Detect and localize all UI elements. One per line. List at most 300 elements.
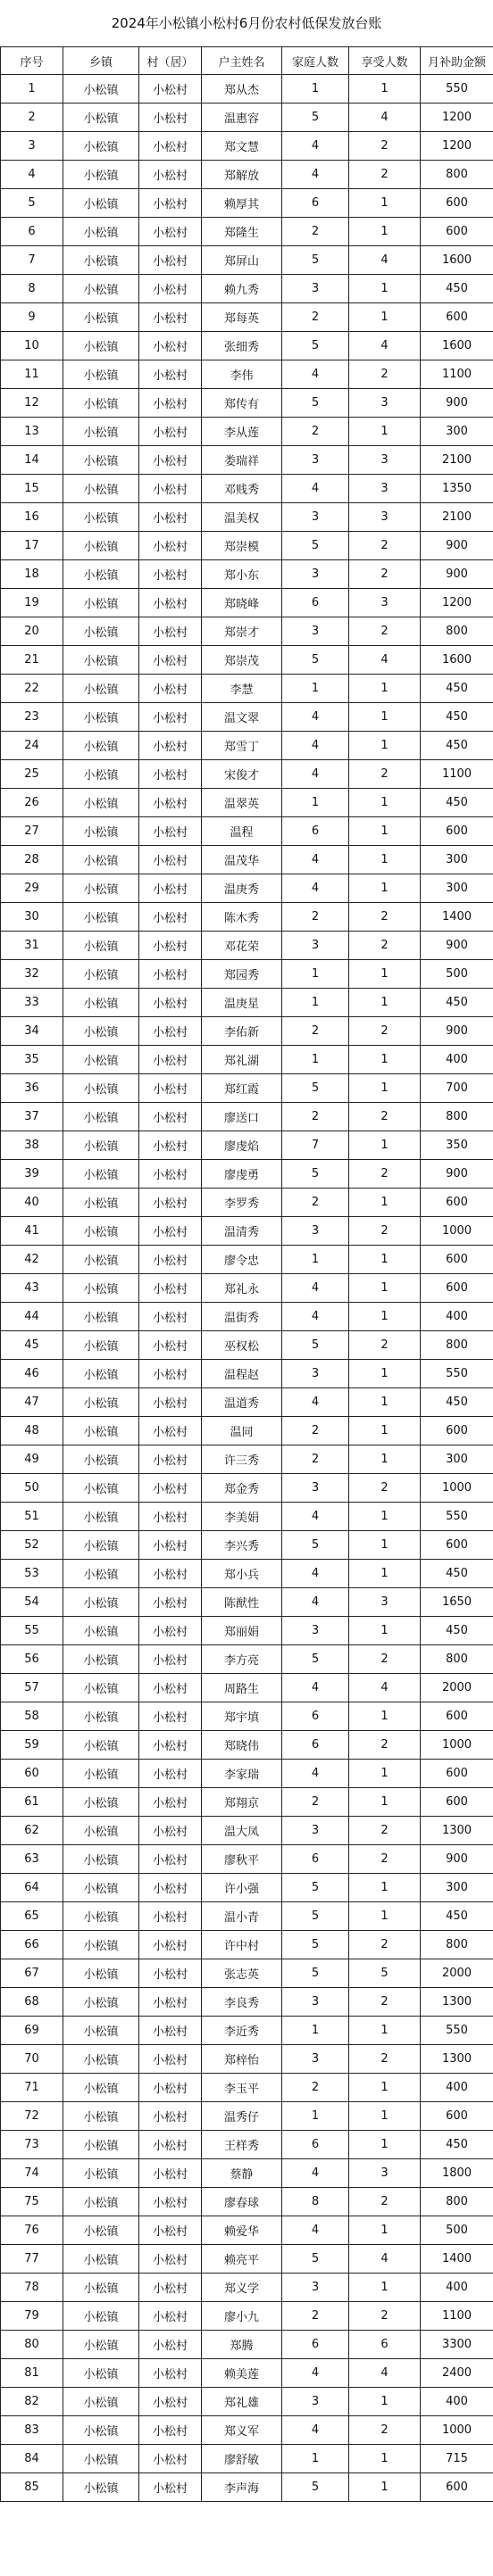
cell-township: 小松镇 bbox=[63, 2074, 139, 2102]
cell-beneficiaries: 1 bbox=[349, 2102, 421, 2131]
cell-township: 小松镇 bbox=[63, 1074, 139, 1103]
cell-village: 小松村 bbox=[139, 1531, 202, 1560]
cell-beneficiaries: 2 bbox=[349, 1817, 421, 1845]
cell-village: 小松村 bbox=[139, 532, 202, 560]
cell-household-head: 温庚星 bbox=[202, 989, 282, 1017]
cell-township: 小松镇 bbox=[63, 960, 139, 989]
cell-township: 小松镇 bbox=[63, 1788, 139, 1817]
cell-monthly-subsidy: 1000 bbox=[421, 1474, 493, 1503]
cell-beneficiaries: 1 bbox=[349, 1788, 421, 1817]
cell-index: 56 bbox=[1, 1645, 63, 1674]
table-row bbox=[1, 75, 493, 104]
cell-monthly-subsidy: 600 bbox=[421, 218, 493, 246]
cell-index: 32 bbox=[1, 960, 63, 989]
cell-monthly-subsidy: 500 bbox=[421, 2216, 493, 2245]
cell-beneficiaries: 2 bbox=[349, 1217, 421, 1246]
cell-township: 小松镇 bbox=[63, 161, 139, 189]
cell-household-head: 郑小兵 bbox=[202, 1560, 282, 1588]
table-row bbox=[1, 903, 493, 932]
cell-village: 小松村 bbox=[139, 1217, 202, 1246]
cell-township: 小松镇 bbox=[63, 789, 139, 817]
cell-family-size: 3 bbox=[282, 2274, 349, 2302]
table-row bbox=[1, 1074, 493, 1103]
cell-monthly-subsidy: 450 bbox=[421, 732, 493, 760]
cell-beneficiaries: 1 bbox=[349, 275, 421, 303]
cell-family-size: 2 bbox=[282, 218, 349, 246]
cell-beneficiaries: 2 bbox=[349, 1474, 421, 1503]
cell-beneficiaries: 3 bbox=[349, 589, 421, 617]
table-row bbox=[1, 1674, 493, 1702]
cell-village: 小松村 bbox=[139, 2302, 202, 2331]
cell-beneficiaries: 1 bbox=[349, 2074, 421, 2102]
cell-township: 小松镇 bbox=[63, 2045, 139, 2074]
cell-household-head: 廖虔焰 bbox=[202, 1131, 282, 1160]
cell-index: 35 bbox=[1, 1046, 63, 1074]
cell-family-size: 1 bbox=[282, 2445, 349, 2473]
cell-monthly-subsidy: 600 bbox=[421, 1531, 493, 1560]
cell-township: 小松镇 bbox=[63, 1988, 139, 2017]
cell-beneficiaries: 1 bbox=[349, 1189, 421, 1217]
cell-village: 小松村 bbox=[139, 2017, 202, 2045]
table-row bbox=[1, 1959, 493, 1988]
cell-township: 小松镇 bbox=[63, 932, 139, 960]
cell-index: 28 bbox=[1, 846, 63, 874]
cell-index: 33 bbox=[1, 989, 63, 1017]
table-row bbox=[1, 2445, 493, 2473]
cell-household-head: 李佑新 bbox=[202, 1017, 282, 1046]
cell-household-head: 许小强 bbox=[202, 1874, 282, 1902]
cell-household-head: 温茂华 bbox=[202, 846, 282, 874]
cell-household-head: 郑晓峰 bbox=[202, 589, 282, 617]
cell-beneficiaries: 1 bbox=[349, 1074, 421, 1103]
cell-household-head: 温大凤 bbox=[202, 1817, 282, 1845]
cell-index: 53 bbox=[1, 1560, 63, 1588]
cell-monthly-subsidy: 800 bbox=[421, 1931, 493, 1959]
cell-index: 25 bbox=[1, 760, 63, 789]
cell-family-size: 6 bbox=[282, 1845, 349, 1874]
cell-household-head: 郑崇茂 bbox=[202, 646, 282, 675]
table-row bbox=[1, 789, 493, 817]
cell-household-head: 郑梓怡 bbox=[202, 2045, 282, 2074]
cell-beneficiaries: 2 bbox=[349, 1988, 421, 2017]
cell-monthly-subsidy: 600 bbox=[421, 1417, 493, 1445]
cell-monthly-subsidy: 1000 bbox=[421, 1731, 493, 1760]
cell-beneficiaries: 4 bbox=[349, 1674, 421, 1702]
cell-household-head: 李良秀 bbox=[202, 1988, 282, 2017]
cell-monthly-subsidy: 550 bbox=[421, 75, 493, 104]
cell-household-head: 郑红霞 bbox=[202, 1074, 282, 1103]
table-row bbox=[1, 589, 493, 617]
cell-household-head: 廖春球 bbox=[202, 2188, 282, 2216]
cell-household-head: 郑屏山 bbox=[202, 246, 282, 275]
cell-household-head: 温翠英 bbox=[202, 789, 282, 817]
cell-family-size: 5 bbox=[282, 1874, 349, 1902]
cell-beneficiaries: 1 bbox=[349, 1131, 421, 1160]
table-row bbox=[1, 560, 493, 589]
cell-village: 小松村 bbox=[139, 1246, 202, 1274]
cell-township: 小松镇 bbox=[63, 675, 139, 703]
cell-monthly-subsidy: 900 bbox=[421, 532, 493, 560]
cell-family-size: 1 bbox=[282, 960, 349, 989]
cell-family-size: 3 bbox=[282, 446, 349, 475]
table-row bbox=[1, 1588, 493, 1617]
cell-family-size: 2 bbox=[282, 1103, 349, 1131]
cell-beneficiaries: 1 bbox=[349, 732, 421, 760]
cell-monthly-subsidy: 2100 bbox=[421, 503, 493, 532]
cell-family-size: 5 bbox=[282, 1074, 349, 1103]
table-row bbox=[1, 503, 493, 532]
cell-township: 小松镇 bbox=[63, 1189, 139, 1217]
table-row bbox=[1, 1046, 493, 1074]
cell-family-size: 6 bbox=[282, 589, 349, 617]
cell-beneficiaries: 4 bbox=[349, 646, 421, 675]
cell-family-size: 6 bbox=[282, 1731, 349, 1760]
cell-village: 小松村 bbox=[139, 1046, 202, 1074]
cell-monthly-subsidy: 400 bbox=[421, 2274, 493, 2302]
cell-family-size: 5 bbox=[282, 1645, 349, 1674]
cell-index: 26 bbox=[1, 789, 63, 817]
cell-index: 42 bbox=[1, 1246, 63, 1274]
cell-family-size: 6 bbox=[282, 2331, 349, 2359]
cell-family-size: 2 bbox=[282, 1017, 349, 1046]
cell-monthly-subsidy: 800 bbox=[421, 1645, 493, 1674]
table-row bbox=[1, 874, 493, 903]
cell-monthly-subsidy: 300 bbox=[421, 1445, 493, 1474]
cell-township: 小松镇 bbox=[63, 1902, 139, 1931]
cell-beneficiaries: 1 bbox=[349, 1874, 421, 1902]
cell-household-head: 郑园秀 bbox=[202, 960, 282, 989]
cell-index: 34 bbox=[1, 1017, 63, 1046]
table-row bbox=[1, 1560, 493, 1588]
cell-township: 小松镇 bbox=[63, 1845, 139, 1874]
cell-household-head: 李近秀 bbox=[202, 2017, 282, 2045]
cell-family-size: 5 bbox=[282, 1331, 349, 1360]
cell-village: 小松村 bbox=[139, 903, 202, 932]
table-row bbox=[1, 2388, 493, 2416]
cell-family-size: 4 bbox=[282, 1388, 349, 1417]
cell-index: 1 bbox=[1, 75, 63, 104]
cell-household-head: 赖九秀 bbox=[202, 275, 282, 303]
cell-township: 小松镇 bbox=[63, 2388, 139, 2416]
cell-beneficiaries: 2 bbox=[349, 1731, 421, 1760]
cell-village: 小松村 bbox=[139, 1360, 202, 1388]
cell-monthly-subsidy: 550 bbox=[421, 1503, 493, 1531]
cell-monthly-subsidy: 1100 bbox=[421, 760, 493, 789]
cell-family-size: 4 bbox=[282, 703, 349, 732]
cell-index: 54 bbox=[1, 1588, 63, 1617]
table-row bbox=[1, 617, 493, 646]
cell-monthly-subsidy: 1300 bbox=[421, 1988, 493, 2017]
cell-township: 小松镇 bbox=[63, 1103, 139, 1131]
cell-family-size: 5 bbox=[282, 1160, 349, 1189]
cell-township: 小松镇 bbox=[63, 1674, 139, 1702]
table-row bbox=[1, 1931, 493, 1959]
cell-family-size: 1 bbox=[282, 1046, 349, 1074]
cell-monthly-subsidy: 400 bbox=[421, 2074, 493, 2102]
cell-village: 小松村 bbox=[139, 161, 202, 189]
cell-household-head: 陈木秀 bbox=[202, 903, 282, 932]
page-title: 2024年小松镇小松村6月份农村低保发放台账 bbox=[111, 15, 382, 31]
cell-village: 小松村 bbox=[139, 646, 202, 675]
cell-beneficiaries: 3 bbox=[349, 2159, 421, 2188]
cell-family-size: 1 bbox=[282, 75, 349, 104]
cell-beneficiaries: 2 bbox=[349, 1645, 421, 1674]
cell-household-head: 温文翠 bbox=[202, 703, 282, 732]
cell-village: 小松村 bbox=[139, 1817, 202, 1845]
cell-family-size: 5 bbox=[282, 246, 349, 275]
cell-household-head: 郑小东 bbox=[202, 560, 282, 589]
table-row bbox=[1, 1017, 493, 1046]
cell-family-size: 5 bbox=[282, 389, 349, 418]
column-header-beneficiaries: 享受人数 bbox=[349, 47, 421, 75]
cell-family-size: 4 bbox=[282, 1588, 349, 1617]
cell-village: 小松村 bbox=[139, 1103, 202, 1131]
cell-index: 2 bbox=[1, 104, 63, 132]
cell-township: 小松镇 bbox=[63, 218, 139, 246]
cell-index: 19 bbox=[1, 589, 63, 617]
cell-household-head: 郑从杰 bbox=[202, 75, 282, 104]
cell-village: 小松村 bbox=[139, 2188, 202, 2216]
table-row bbox=[1, 303, 493, 332]
cell-township: 小松镇 bbox=[63, 1503, 139, 1531]
cell-township: 小松镇 bbox=[63, 75, 139, 104]
cell-monthly-subsidy: 800 bbox=[421, 1331, 493, 1360]
cell-township: 小松镇 bbox=[63, 2473, 139, 2502]
cell-household-head: 许中村 bbox=[202, 1931, 282, 1959]
cell-index: 10 bbox=[1, 332, 63, 360]
cell-family-size: 2 bbox=[282, 1189, 349, 1217]
cell-beneficiaries: 2 bbox=[349, 532, 421, 560]
cell-index: 12 bbox=[1, 389, 63, 418]
cell-beneficiaries: 1 bbox=[349, 1360, 421, 1388]
cell-index: 73 bbox=[1, 2131, 63, 2159]
cell-village: 小松村 bbox=[139, 789, 202, 817]
cell-township: 小松镇 bbox=[63, 1160, 139, 1189]
cell-household-head: 郑腾 bbox=[202, 2331, 282, 2359]
cell-family-size: 2 bbox=[282, 903, 349, 932]
cell-township: 小松镇 bbox=[63, 817, 139, 846]
table-row bbox=[1, 2045, 493, 2074]
cell-township: 小松镇 bbox=[63, 475, 139, 503]
cell-beneficiaries: 1 bbox=[349, 2131, 421, 2159]
cell-family-size: 3 bbox=[282, 1988, 349, 2017]
cell-village: 小松村 bbox=[139, 1731, 202, 1760]
cell-monthly-subsidy: 2000 bbox=[421, 1959, 493, 1988]
cell-township: 小松镇 bbox=[63, 532, 139, 560]
table-row bbox=[1, 2416, 493, 2445]
cell-index: 66 bbox=[1, 1931, 63, 1959]
cell-household-head: 郑义军 bbox=[202, 2416, 282, 2445]
cell-index: 29 bbox=[1, 874, 63, 903]
cell-index: 43 bbox=[1, 1274, 63, 1303]
cell-monthly-subsidy: 450 bbox=[421, 2131, 493, 2159]
table-row bbox=[1, 1303, 493, 1331]
cell-family-size: 5 bbox=[282, 1959, 349, 1988]
cell-family-size: 4 bbox=[282, 2216, 349, 2245]
table-row bbox=[1, 275, 493, 303]
table-row bbox=[1, 2302, 493, 2331]
cell-village: 小松村 bbox=[139, 732, 202, 760]
cell-village: 小松村 bbox=[139, 132, 202, 161]
cell-village: 小松村 bbox=[139, 1560, 202, 1588]
table-row bbox=[1, 1388, 493, 1417]
cell-household-head: 廖虔勇 bbox=[202, 1160, 282, 1189]
table-row bbox=[1, 732, 493, 760]
cell-household-head: 李从莲 bbox=[202, 418, 282, 446]
cell-monthly-subsidy: 300 bbox=[421, 874, 493, 903]
cell-township: 小松镇 bbox=[63, 1531, 139, 1560]
cell-village: 小松村 bbox=[139, 1702, 202, 1731]
cell-monthly-subsidy: 900 bbox=[421, 932, 493, 960]
cell-family-size: 3 bbox=[282, 1617, 349, 1645]
cell-beneficiaries: 2 bbox=[349, 1845, 421, 1874]
cell-village: 小松村 bbox=[139, 218, 202, 246]
cell-monthly-subsidy: 1650 bbox=[421, 1588, 493, 1617]
table-row bbox=[1, 2131, 493, 2159]
cell-township: 小松镇 bbox=[63, 874, 139, 903]
cell-township: 小松镇 bbox=[63, 2159, 139, 2188]
cell-index: 48 bbox=[1, 1417, 63, 1445]
cell-township: 小松镇 bbox=[63, 1303, 139, 1331]
cell-monthly-subsidy: 450 bbox=[421, 703, 493, 732]
cell-beneficiaries: 2 bbox=[349, 1331, 421, 1360]
cell-index: 21 bbox=[1, 646, 63, 675]
cell-family-size: 5 bbox=[282, 2473, 349, 2502]
cell-beneficiaries: 2 bbox=[349, 617, 421, 646]
cell-family-size: 4 bbox=[282, 475, 349, 503]
cell-village: 小松村 bbox=[139, 560, 202, 589]
table-row bbox=[1, 2331, 493, 2359]
cell-township: 小松镇 bbox=[63, 1931, 139, 1959]
cell-household-head: 温程赵 bbox=[202, 1360, 282, 1388]
cell-family-size: 5 bbox=[282, 332, 349, 360]
cell-village: 小松村 bbox=[139, 1845, 202, 1874]
table-row bbox=[1, 1160, 493, 1189]
table-row bbox=[1, 1617, 493, 1645]
cell-beneficiaries: 4 bbox=[349, 2245, 421, 2274]
table-row bbox=[1, 418, 493, 446]
cell-monthly-subsidy: 600 bbox=[421, 189, 493, 218]
column-header-household-head: 户主姓名 bbox=[202, 47, 282, 75]
cell-village: 小松村 bbox=[139, 2473, 202, 2502]
cell-beneficiaries: 2 bbox=[349, 2188, 421, 2216]
cell-household-head: 温惠容 bbox=[202, 104, 282, 132]
cell-monthly-subsidy: 350 bbox=[421, 1131, 493, 1160]
cell-monthly-subsidy: 800 bbox=[421, 161, 493, 189]
cell-index: 24 bbox=[1, 732, 63, 760]
cell-household-head: 温庚秀 bbox=[202, 874, 282, 903]
cell-village: 小松村 bbox=[139, 817, 202, 846]
cell-beneficiaries: 1 bbox=[349, 2473, 421, 2502]
cell-monthly-subsidy: 1600 bbox=[421, 246, 493, 275]
cell-beneficiaries: 2 bbox=[349, 2045, 421, 2074]
cell-township: 小松镇 bbox=[63, 1959, 139, 1988]
cell-beneficiaries: 1 bbox=[349, 846, 421, 874]
cell-monthly-subsidy: 1300 bbox=[421, 1817, 493, 1845]
cell-beneficiaries: 1 bbox=[349, 75, 421, 104]
cell-beneficiaries: 1 bbox=[349, 817, 421, 846]
cell-family-size: 1 bbox=[282, 2102, 349, 2131]
cell-township: 小松镇 bbox=[63, 1645, 139, 1674]
cell-township: 小松镇 bbox=[63, 617, 139, 646]
cell-village: 小松村 bbox=[139, 760, 202, 789]
table-row bbox=[1, 960, 493, 989]
cell-beneficiaries: 1 bbox=[349, 1388, 421, 1417]
cell-household-head: 王样秀 bbox=[202, 2131, 282, 2159]
table-row bbox=[1, 1103, 493, 1131]
cell-index: 14 bbox=[1, 446, 63, 475]
cell-beneficiaries: 2 bbox=[349, 1931, 421, 1959]
table-row bbox=[1, 703, 493, 732]
cell-monthly-subsidy: 1000 bbox=[421, 1217, 493, 1246]
table-row bbox=[1, 2359, 493, 2388]
cell-township: 小松镇 bbox=[63, 275, 139, 303]
cell-family-size: 3 bbox=[282, 932, 349, 960]
cell-index: 16 bbox=[1, 503, 63, 532]
cell-village: 小松村 bbox=[139, 2445, 202, 2473]
cell-beneficiaries: 1 bbox=[349, 675, 421, 703]
cell-family-size: 1 bbox=[282, 789, 349, 817]
table-row bbox=[1, 2017, 493, 2045]
cell-township: 小松镇 bbox=[63, 1445, 139, 1474]
cell-village: 小松村 bbox=[139, 246, 202, 275]
cell-beneficiaries: 2 bbox=[349, 932, 421, 960]
cell-index: 11 bbox=[1, 360, 63, 389]
cell-township: 小松镇 bbox=[63, 2331, 139, 2359]
cell-index: 31 bbox=[1, 932, 63, 960]
cell-household-head: 李慧 bbox=[202, 675, 282, 703]
cell-village: 小松村 bbox=[139, 1988, 202, 2017]
cell-index: 85 bbox=[1, 2473, 63, 2502]
cell-village: 小松村 bbox=[139, 675, 202, 703]
cell-household-head: 廖秋平 bbox=[202, 1845, 282, 1874]
cell-monthly-subsidy: 1400 bbox=[421, 903, 493, 932]
table-row bbox=[1, 132, 493, 161]
cell-household-head: 郑解放 bbox=[202, 161, 282, 189]
cell-family-size: 3 bbox=[282, 1474, 349, 1503]
cell-village: 小松村 bbox=[139, 1674, 202, 1702]
cell-beneficiaries: 3 bbox=[349, 446, 421, 475]
cell-township: 小松镇 bbox=[63, 503, 139, 532]
cell-village: 小松村 bbox=[139, 989, 202, 1017]
cell-monthly-subsidy: 1000 bbox=[421, 2416, 493, 2445]
cell-beneficiaries: 1 bbox=[349, 2017, 421, 2045]
cell-village: 小松村 bbox=[139, 2359, 202, 2388]
cell-beneficiaries: 1 bbox=[349, 2388, 421, 2416]
cell-family-size: 3 bbox=[282, 2045, 349, 2074]
cell-monthly-subsidy: 600 bbox=[421, 2473, 493, 2502]
cell-family-size: 6 bbox=[282, 189, 349, 218]
cell-monthly-subsidy: 1300 bbox=[421, 2045, 493, 2074]
cell-beneficiaries: 2 bbox=[349, 1017, 421, 1046]
cell-township: 小松镇 bbox=[63, 1874, 139, 1902]
cell-household-head: 邓花荣 bbox=[202, 932, 282, 960]
cell-village: 小松村 bbox=[139, 1160, 202, 1189]
cell-township: 小松镇 bbox=[63, 332, 139, 360]
cell-family-size: 4 bbox=[282, 132, 349, 161]
cell-household-head: 温秀仔 bbox=[202, 2102, 282, 2131]
cell-village: 小松村 bbox=[139, 1902, 202, 1931]
cell-beneficiaries: 3 bbox=[349, 389, 421, 418]
cell-beneficiaries: 1 bbox=[349, 189, 421, 218]
cell-township: 小松镇 bbox=[63, 2416, 139, 2445]
cell-household-head: 李兴秀 bbox=[202, 1531, 282, 1560]
cell-index: 70 bbox=[1, 2045, 63, 2074]
cell-monthly-subsidy: 600 bbox=[421, 1788, 493, 1817]
cell-monthly-subsidy: 1800 bbox=[421, 2159, 493, 2188]
cell-beneficiaries: 4 bbox=[349, 332, 421, 360]
cell-index: 39 bbox=[1, 1160, 63, 1189]
